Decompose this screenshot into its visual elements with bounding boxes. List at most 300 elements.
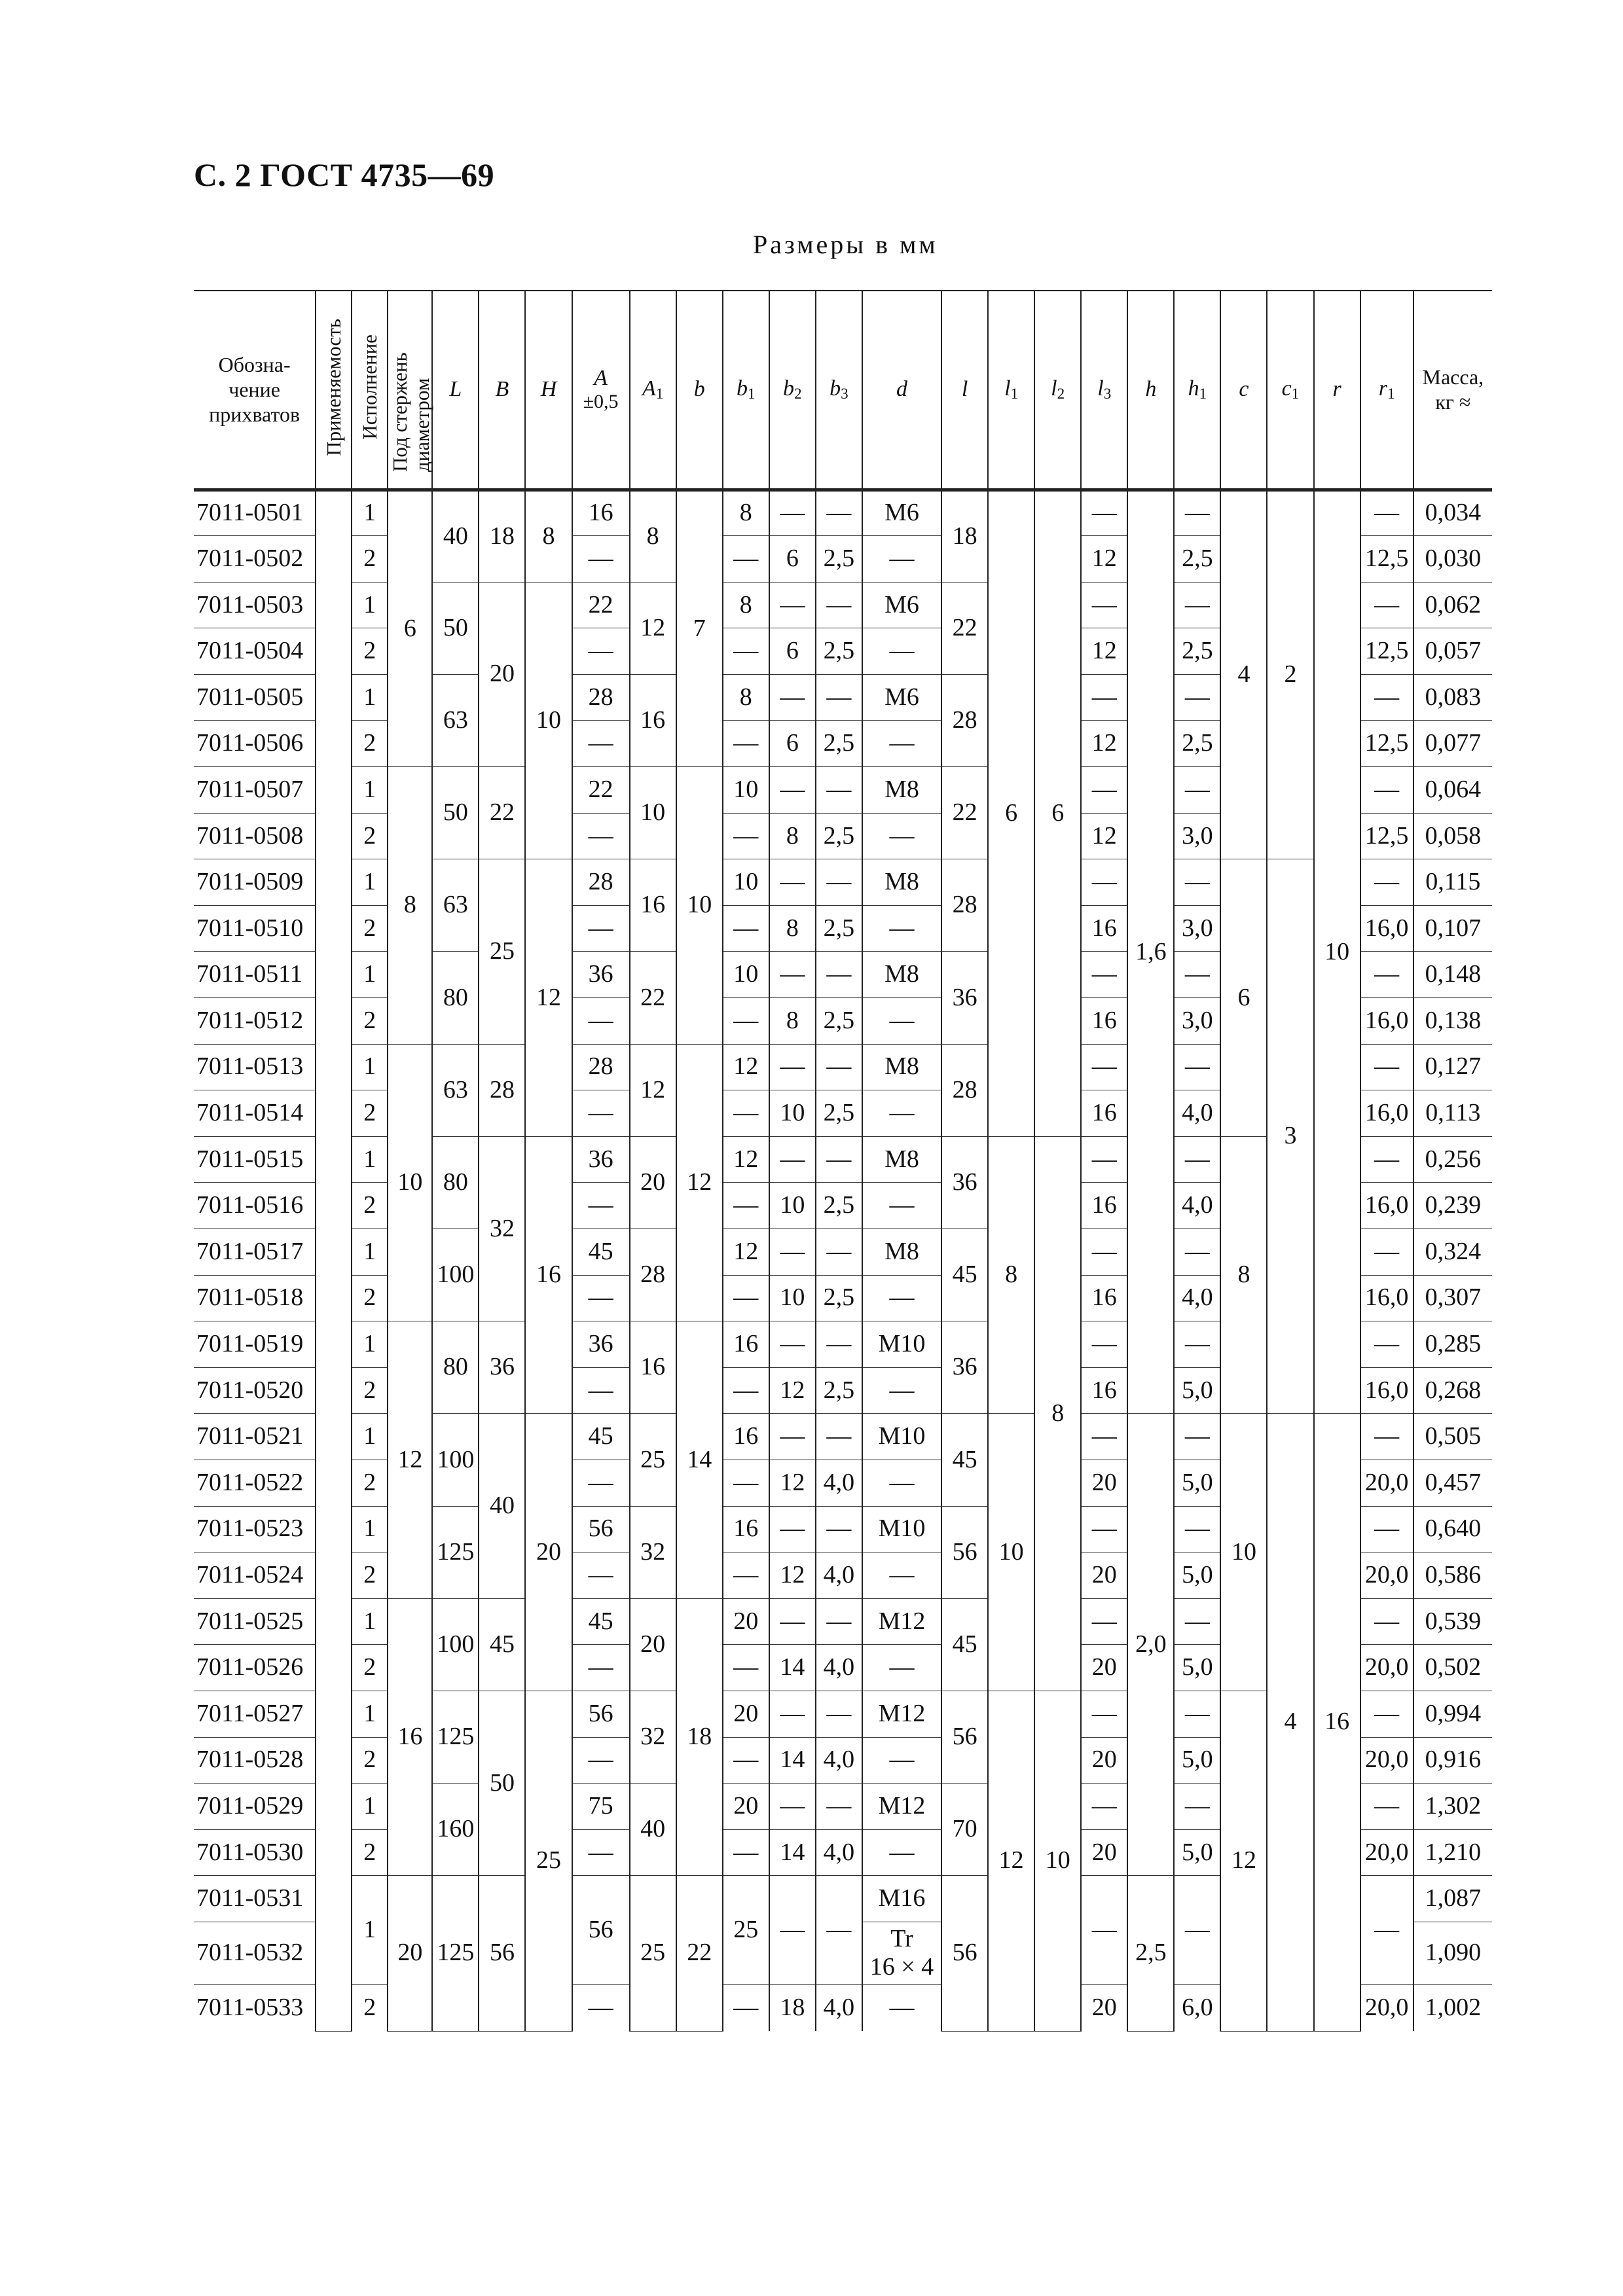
header-d bbox=[862, 291, 941, 490]
cell-r1: 20,0 bbox=[1360, 1737, 1413, 1784]
cell-des: 7011-0517 bbox=[194, 1229, 316, 1276]
cell-r1: 16,0 bbox=[1360, 998, 1413, 1045]
cell-A1: 20 bbox=[630, 1136, 676, 1229]
cell-A1: 28 bbox=[630, 1229, 676, 1321]
cell-h1: 4,0 bbox=[1174, 1275, 1220, 1321]
header-version-label: Исполнение bbox=[357, 334, 381, 440]
cell-b2: 6 bbox=[769, 536, 816, 583]
cell-L: 125 bbox=[432, 1691, 479, 1783]
cell-A: 45 bbox=[572, 1414, 630, 1460]
cell-des: 7011-0518 bbox=[194, 1275, 316, 1321]
cell-A: — bbox=[572, 1460, 630, 1506]
cell-b1: 12 bbox=[723, 1229, 769, 1276]
cell-b2: 12 bbox=[769, 1367, 816, 1414]
cell-m: 0,030 bbox=[1413, 536, 1492, 583]
cell-b3: — bbox=[816, 1044, 862, 1090]
cell-A1: 12 bbox=[630, 582, 676, 674]
cell-b1: — bbox=[723, 721, 769, 767]
cell-v: 1 bbox=[352, 1506, 388, 1552]
cell-c1: 4 bbox=[1267, 1414, 1313, 2031]
cell-r1: — bbox=[1360, 674, 1413, 721]
cell-h1: — bbox=[1174, 1044, 1220, 1090]
cell-B: 36 bbox=[479, 1321, 525, 1414]
cell-r1: — bbox=[1360, 1229, 1413, 1276]
cell-h: 2,5 bbox=[1127, 1876, 1174, 2031]
cell-des: 7011-0516 bbox=[194, 1183, 316, 1229]
header-rod-diameter-label: Под стержень диаметром bbox=[388, 352, 434, 473]
dimensions-table bbox=[194, 290, 1492, 2032]
cell-v: 2 bbox=[352, 1645, 388, 1691]
cell-A: 36 bbox=[572, 952, 630, 998]
cell-des: 7011-0521 bbox=[194, 1414, 316, 1460]
cell-b2: — bbox=[769, 859, 816, 906]
cell-h1: — bbox=[1174, 490, 1220, 536]
cell-b1: — bbox=[723, 1984, 769, 2031]
header-h-label: h bbox=[1145, 377, 1157, 402]
cell-h1: 5,0 bbox=[1174, 1460, 1220, 1506]
cell-A: — bbox=[572, 1552, 630, 1599]
cell-m: 0,916 bbox=[1413, 1737, 1492, 1784]
cell-A: 28 bbox=[572, 1044, 630, 1090]
cell-d: М6 bbox=[862, 582, 941, 628]
cell-l3: — bbox=[1081, 1044, 1127, 1090]
cell-l3: — bbox=[1081, 1136, 1127, 1183]
cell-d: Tr 16 × 4 bbox=[862, 1922, 941, 1984]
header-B-label: B bbox=[495, 377, 509, 402]
cell-v: 2 bbox=[352, 905, 388, 952]
cell-c: 4 bbox=[1220, 490, 1267, 859]
cell-c1: 2 bbox=[1267, 490, 1313, 859]
cell-b3: — bbox=[816, 1506, 862, 1552]
cell-m: 0,062 bbox=[1413, 582, 1492, 628]
cell-b1: — bbox=[723, 1090, 769, 1137]
cell-H: 25 bbox=[525, 1691, 572, 2031]
cell-A: — bbox=[572, 1737, 630, 1784]
cell-A: 22 bbox=[572, 582, 630, 628]
cell-l1: 12 bbox=[988, 1691, 1034, 2031]
header-H-label: H bbox=[540, 377, 557, 402]
cell-rod: 16 bbox=[388, 1598, 432, 1876]
cell-des: 7011-0514 bbox=[194, 1090, 316, 1137]
cell-l3: — bbox=[1081, 1229, 1127, 1276]
cell-b3: — bbox=[816, 767, 862, 814]
cell-v: 2 bbox=[352, 813, 388, 859]
cell-A: — bbox=[572, 1275, 630, 1321]
cell-A: — bbox=[572, 628, 630, 675]
cell-m: 0,127 bbox=[1413, 1044, 1492, 1090]
cell-d: — bbox=[862, 1460, 941, 1506]
cell-B: 40 bbox=[479, 1414, 525, 1598]
cell-l2: 10 bbox=[1034, 1691, 1081, 2031]
header-mass: Масса, кг ≈ bbox=[1413, 291, 1492, 490]
cell-v: 1 bbox=[352, 1598, 388, 1645]
cell-h1: — bbox=[1174, 1784, 1220, 1830]
cell-r1: 16,0 bbox=[1360, 1367, 1413, 1414]
header-c-label: c bbox=[1239, 377, 1249, 402]
cell-l: 70 bbox=[941, 1784, 988, 1876]
cell-l3: 12 bbox=[1081, 628, 1127, 675]
cell-B: 50 bbox=[479, 1691, 525, 1875]
cell-r1: — bbox=[1360, 1876, 1413, 1985]
cell-d: — bbox=[862, 721, 941, 767]
cell-d: — bbox=[862, 1090, 941, 1137]
cell-b2: — bbox=[769, 1784, 816, 1830]
cell-A: 56 bbox=[572, 1506, 630, 1552]
cell-h1: — bbox=[1174, 859, 1220, 906]
header-r1-subscript: 1 bbox=[1387, 386, 1395, 403]
cell-b1: — bbox=[723, 1552, 769, 1599]
header-A1 bbox=[630, 291, 676, 490]
cell-l: 22 bbox=[941, 582, 988, 674]
cell-d: — bbox=[862, 1984, 941, 2031]
cell-L: 80 bbox=[432, 1136, 479, 1229]
cell-B: 25 bbox=[479, 859, 525, 1044]
cell-b3: — bbox=[816, 1691, 862, 1737]
header-A bbox=[572, 291, 630, 490]
cell-l: 56 bbox=[941, 1691, 988, 1783]
cell-v: 1 bbox=[352, 767, 388, 814]
cell-b1: 10 bbox=[723, 767, 769, 814]
cell-h: 1,6 bbox=[1127, 490, 1174, 1414]
cell-v: 1 bbox=[352, 1136, 388, 1183]
cell-m: 0,256 bbox=[1413, 1136, 1492, 1183]
header-h1-label: h bbox=[1188, 376, 1199, 401]
cell-L: 80 bbox=[432, 952, 479, 1044]
cell-b3: 4,0 bbox=[816, 1552, 862, 1599]
cell-b2: 14 bbox=[769, 1829, 816, 1876]
cell-m: 0,239 bbox=[1413, 1183, 1492, 1229]
cell-r1: — bbox=[1360, 767, 1413, 814]
cell-l: 18 bbox=[941, 490, 988, 582]
cell-m: 0,083 bbox=[1413, 674, 1492, 721]
cell-h1: 3,0 bbox=[1174, 813, 1220, 859]
header-b1-label: b bbox=[736, 376, 748, 401]
cell-des: 7011-0530 bbox=[194, 1829, 316, 1876]
cell-r1: — bbox=[1360, 1691, 1413, 1737]
cell-h1: — bbox=[1174, 952, 1220, 998]
cell-l3: — bbox=[1081, 767, 1127, 814]
table-row bbox=[194, 490, 1492, 536]
cell-app bbox=[316, 490, 352, 2031]
cell-b3: — bbox=[816, 1414, 862, 1460]
cell-b1: 12 bbox=[723, 1044, 769, 1090]
cell-m: 0,268 bbox=[1413, 1367, 1492, 1414]
cell-b3: — bbox=[816, 1136, 862, 1183]
cell-l3: — bbox=[1081, 1784, 1127, 1830]
cell-m: 1,087 bbox=[1413, 1876, 1492, 1922]
cell-L: 100 bbox=[432, 1598, 479, 1691]
cell-r1: — bbox=[1360, 490, 1413, 536]
cell-b2: — bbox=[769, 1321, 816, 1368]
cell-b2: 6 bbox=[769, 721, 816, 767]
cell-l3: 16 bbox=[1081, 1090, 1127, 1137]
cell-rod: 20 bbox=[388, 1876, 432, 2031]
cell-l: 36 bbox=[941, 952, 988, 1044]
cell-d: М6 bbox=[862, 674, 941, 721]
cell-d: М12 bbox=[862, 1691, 941, 1737]
cell-b2: 8 bbox=[769, 998, 816, 1045]
cell-A: 36 bbox=[572, 1136, 630, 1183]
cell-b3: — bbox=[816, 582, 862, 628]
cell-des: 7011-0528 bbox=[194, 1737, 316, 1784]
cell-l: 56 bbox=[941, 1876, 988, 2031]
cell-A: 45 bbox=[572, 1229, 630, 1276]
cell-l: 45 bbox=[941, 1598, 988, 1691]
cell-b: 22 bbox=[676, 1876, 723, 2031]
cell-v: 1 bbox=[352, 582, 388, 628]
cell-l: 45 bbox=[941, 1414, 988, 1506]
cell-L: 40 bbox=[432, 490, 479, 582]
cell-A1: 8 bbox=[630, 490, 676, 582]
cell-c: 6 bbox=[1220, 859, 1267, 1137]
cell-des: 7011-0501 bbox=[194, 490, 316, 536]
cell-rod: 12 bbox=[388, 1321, 432, 1599]
cell-B: 20 bbox=[479, 582, 525, 766]
cell-b2: — bbox=[769, 767, 816, 814]
cell-des: 7011-0519 bbox=[194, 1321, 316, 1368]
cell-r1: — bbox=[1360, 1136, 1413, 1183]
cell-b2: 14 bbox=[769, 1737, 816, 1784]
cell-m: 0,057 bbox=[1413, 628, 1492, 675]
cell-rod: 10 bbox=[388, 1044, 432, 1321]
cell-d: — bbox=[862, 1183, 941, 1229]
cell-r1: 20,0 bbox=[1360, 1645, 1413, 1691]
cell-A1: 10 bbox=[630, 767, 676, 859]
cell-m: 1,210 bbox=[1413, 1829, 1492, 1876]
cell-b1: 20 bbox=[723, 1598, 769, 1645]
cell-b2: 10 bbox=[769, 1275, 816, 1321]
cell-b2: — bbox=[769, 952, 816, 998]
cell-b1: — bbox=[723, 1367, 769, 1414]
cell-d: — bbox=[862, 1645, 941, 1691]
cell-r1: 16,0 bbox=[1360, 1275, 1413, 1321]
cell-b2: 12 bbox=[769, 1460, 816, 1506]
cell-v: 1 bbox=[352, 1044, 388, 1090]
cell-H: 8 bbox=[525, 490, 572, 582]
cell-h1: — bbox=[1174, 674, 1220, 721]
cell-l3: — bbox=[1081, 674, 1127, 721]
cell-b2: — bbox=[769, 490, 816, 536]
cell-v: 2 bbox=[352, 1460, 388, 1506]
cell-H: 10 bbox=[525, 582, 572, 859]
cell-d: М16 bbox=[862, 1876, 941, 1922]
cell-A: — bbox=[572, 1367, 630, 1414]
cell-A: 22 bbox=[572, 767, 630, 814]
cell-r1: 20,0 bbox=[1360, 1552, 1413, 1599]
cell-b3: 4,0 bbox=[816, 1984, 862, 2031]
cell-L: 63 bbox=[432, 859, 479, 952]
cell-b3: 2,5 bbox=[816, 1275, 862, 1321]
cell-b3: 2,5 bbox=[816, 998, 862, 1045]
cell-b: 14 bbox=[676, 1321, 723, 1599]
cell-A: 56 bbox=[572, 1876, 630, 1985]
cell-l3: 20 bbox=[1081, 1829, 1127, 1876]
cell-v: 2 bbox=[352, 1275, 388, 1321]
cell-b3: 2,5 bbox=[816, 905, 862, 952]
cell-L: 125 bbox=[432, 1876, 479, 2031]
cell-L: 100 bbox=[432, 1414, 479, 1506]
cell-l3: 12 bbox=[1081, 813, 1127, 859]
cell-l3: 16 bbox=[1081, 905, 1127, 952]
cell-b1: 25 bbox=[723, 1876, 769, 1985]
cell-b1: — bbox=[723, 536, 769, 583]
cell-A1: 32 bbox=[630, 1506, 676, 1598]
header-row bbox=[194, 291, 1492, 490]
cell-d: М8 bbox=[862, 767, 941, 814]
header-l2-subscript: 2 bbox=[1057, 386, 1065, 403]
cell-des: 7011-0502 bbox=[194, 536, 316, 583]
header-h bbox=[1127, 291, 1174, 490]
cell-A1: 25 bbox=[630, 1876, 676, 2031]
cell-m: 0,064 bbox=[1413, 767, 1492, 814]
cell-H: 12 bbox=[525, 859, 572, 1137]
cell-A: — bbox=[572, 905, 630, 952]
cell-rod: 6 bbox=[388, 490, 432, 767]
cell-A: — bbox=[572, 813, 630, 859]
cell-B: 56 bbox=[479, 1876, 525, 2031]
cell-b3: 2,5 bbox=[816, 1367, 862, 1414]
cell-v: 1 bbox=[352, 859, 388, 906]
cell-l1: 10 bbox=[988, 1414, 1034, 1691]
cell-v: 1 bbox=[352, 1414, 388, 1460]
cell-m: 0,115 bbox=[1413, 859, 1492, 906]
cell-m: 0,138 bbox=[1413, 998, 1492, 1045]
header-l3 bbox=[1081, 291, 1127, 490]
cell-b1: — bbox=[723, 1275, 769, 1321]
cell-L: 160 bbox=[432, 1784, 479, 1876]
cell-b1: 8 bbox=[723, 490, 769, 536]
cell-l3: — bbox=[1081, 1691, 1127, 1737]
cell-r1: — bbox=[1360, 582, 1413, 628]
cell-l: 36 bbox=[941, 1321, 988, 1414]
cell-h1: 5,0 bbox=[1174, 1737, 1220, 1784]
cell-d: М12 bbox=[862, 1598, 941, 1645]
cell-H: 16 bbox=[525, 1136, 572, 1414]
cell-r1: — bbox=[1360, 1414, 1413, 1460]
cell-r1: — bbox=[1360, 952, 1413, 998]
cell-A1: 12 bbox=[630, 1044, 676, 1136]
cell-A: — bbox=[572, 1984, 630, 2031]
cell-d: — bbox=[862, 905, 941, 952]
cell-h1: — bbox=[1174, 1136, 1220, 1183]
cell-h1: — bbox=[1174, 1506, 1220, 1552]
cell-r1: — bbox=[1360, 1321, 1413, 1368]
cell-m: 0,505 bbox=[1413, 1414, 1492, 1460]
cell-A: — bbox=[572, 998, 630, 1045]
cell-des: 7011-0507 bbox=[194, 767, 316, 814]
cell-A: — bbox=[572, 1183, 630, 1229]
cell-d: — bbox=[862, 1829, 941, 1876]
cell-m: 0,994 bbox=[1413, 1691, 1492, 1737]
header-b1-subscript: 1 bbox=[747, 386, 756, 403]
cell-l3: 12 bbox=[1081, 536, 1127, 583]
cell-m: 0,502 bbox=[1413, 1645, 1492, 1691]
header-l1 bbox=[988, 291, 1034, 490]
cell-c: 8 bbox=[1220, 1136, 1267, 1414]
cell-b3: 2,5 bbox=[816, 721, 862, 767]
cell-h1: 3,0 bbox=[1174, 905, 1220, 952]
units-caption: Размеры в мм bbox=[753, 230, 938, 259]
cell-m: 0,148 bbox=[1413, 952, 1492, 998]
header-rod-diameter bbox=[388, 291, 432, 490]
cell-r1: 12,5 bbox=[1360, 628, 1413, 675]
cell-b2: — bbox=[769, 1229, 816, 1276]
cell-B: 18 bbox=[479, 490, 525, 582]
cell-v: 1 bbox=[352, 1784, 388, 1830]
cell-B: 22 bbox=[479, 767, 525, 859]
cell-d: М10 bbox=[862, 1321, 941, 1368]
cell-b3: 2,5 bbox=[816, 628, 862, 675]
cell-b1: 20 bbox=[723, 1784, 769, 1830]
cell-v: 1 bbox=[352, 1876, 388, 1985]
cell-v: 1 bbox=[352, 1229, 388, 1276]
cell-v: 1 bbox=[352, 1691, 388, 1737]
cell-b3: 4,0 bbox=[816, 1737, 862, 1784]
cell-L: 80 bbox=[432, 1321, 479, 1414]
cell-v: 1 bbox=[352, 1321, 388, 1368]
cell-d: М8 bbox=[862, 859, 941, 906]
cell-m: 0,539 bbox=[1413, 1598, 1492, 1645]
cell-d: М10 bbox=[862, 1414, 941, 1460]
header-B bbox=[479, 291, 525, 490]
cell-d: М10 bbox=[862, 1506, 941, 1552]
cell-l3: — bbox=[1081, 1598, 1127, 1645]
header-d-label: d bbox=[896, 377, 907, 402]
cell-l2: 8 bbox=[1034, 1136, 1081, 1691]
cell-b1: — bbox=[723, 1645, 769, 1691]
cell-l3: — bbox=[1081, 952, 1127, 998]
cell-b1: — bbox=[723, 998, 769, 1045]
cell-b3: — bbox=[816, 859, 862, 906]
header-b1 bbox=[723, 291, 769, 490]
cell-v: 1 bbox=[352, 674, 388, 721]
cell-des: 7011-0529 bbox=[194, 1784, 316, 1830]
cell-r: 16 bbox=[1314, 1414, 1360, 2031]
cell-d: М12 bbox=[862, 1784, 941, 1830]
cell-m: 0,586 bbox=[1413, 1552, 1492, 1599]
header-l3-subscript: 3 bbox=[1103, 386, 1112, 403]
cell-d: — bbox=[862, 1552, 941, 1599]
cell-h1: — bbox=[1174, 1229, 1220, 1276]
cell-h1: 6,0 bbox=[1174, 1984, 1220, 2031]
cell-b2: — bbox=[769, 1044, 816, 1090]
cell-l3: 16 bbox=[1081, 1275, 1127, 1321]
header-c1 bbox=[1267, 291, 1313, 490]
cell-b1: 12 bbox=[723, 1136, 769, 1183]
cell-v: 2 bbox=[352, 1737, 388, 1784]
cell-l1: 8 bbox=[988, 1136, 1034, 1414]
cell-A: 28 bbox=[572, 859, 630, 906]
cell-c: 10 bbox=[1220, 1414, 1267, 1691]
cell-b3: 4,0 bbox=[816, 1460, 862, 1506]
cell-v: 2 bbox=[352, 721, 388, 767]
header-b3-label: b bbox=[830, 376, 841, 401]
cell-l: 28 bbox=[941, 674, 988, 766]
header-b3 bbox=[816, 291, 862, 490]
cell-L: 50 bbox=[432, 582, 479, 674]
cell-b1: 10 bbox=[723, 859, 769, 906]
cell-h1: — bbox=[1174, 1321, 1220, 1368]
cell-b2: — bbox=[769, 1598, 816, 1645]
cell-b1: — bbox=[723, 1829, 769, 1876]
cell-b2: — bbox=[769, 1876, 816, 1985]
cell-des: 7011-0522 bbox=[194, 1460, 316, 1506]
cell-r1: — bbox=[1360, 1506, 1413, 1552]
cell-m: 0,113 bbox=[1413, 1090, 1492, 1137]
header-r1-label: r bbox=[1378, 376, 1387, 401]
header-b bbox=[676, 291, 723, 490]
cell-r1: 16,0 bbox=[1360, 905, 1413, 952]
